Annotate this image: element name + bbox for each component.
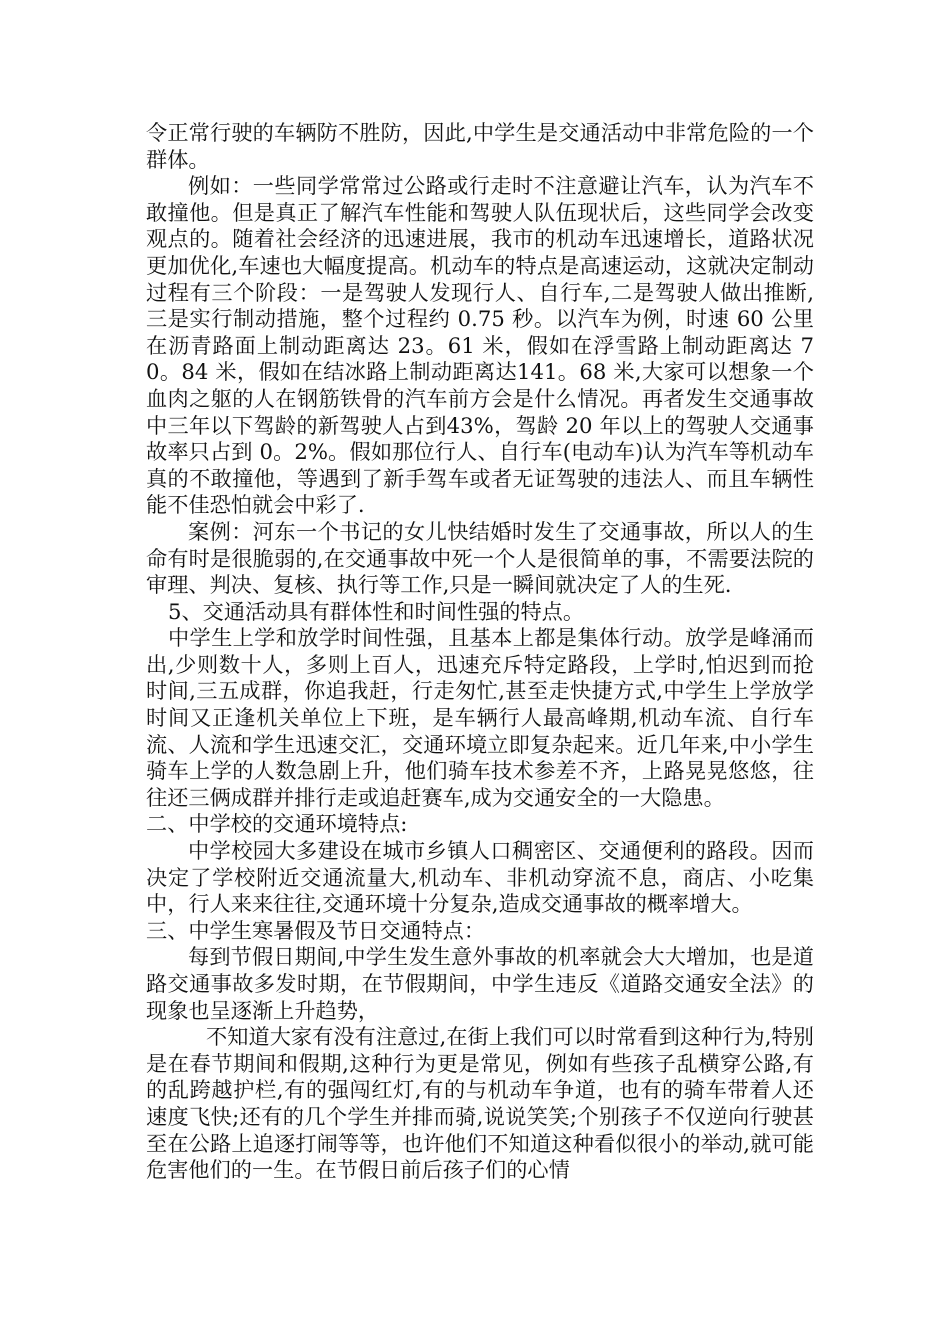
section-heading: 二、中学校的交通环境特点: — [146, 811, 408, 837]
paragraph: 令正常行驶的车辆防不胜防，因此,中学生是交通活动中非常危险的一个群体。 — [146, 120, 814, 172]
paragraph: 例如：一些同学常常过公路或行走时不注意避让汽车，认为汽车不敢撞他。但是真正了解汽车性能和驾驶人队伍现状后，这些同学会改变观点的。随着社会经济的迅速进展，我市的机动车迅速增长，道路状况更加优化,车速也大幅度提高。机动车的特点是高速运动，这就决定制动过程有三个阶段：一是驾驶人发现行人、自行车,二是驾驶人做出推断,三是实行制动措施，整个过程约 0.75 秒。以汽车为例，时速 60 公里在沥青路面上制动距离达 23。61 米，假如在浮雪路上制动距离达 70。84 米，假如在结冰路上制动距离达141。68 米,大家可以想象一个血肉之躯的人在钢筋铁骨的汽车前方会是什么情况。再者发生交通事故中三年以下驾龄的新驾驶人占到43%，驾龄 20 年以上的驾驶人交通事故率只占到 0。2%。假如那位行人、自行车(电动车)认为汽车等机动车真的不敢撞他，等遇到了新手驾车或者无证驾驶的违法人、而且车辆性能不佳恐怕就会中彩了. — [146, 173, 814, 518]
document-page — [146, 120, 814, 1184]
paragraph: 中学校园大多建设在城市乡镇人口稠密区、交通便利的路段。因而决定了学校附近交通流量大,机动车、非机动穿流不息，商店、小吃集中，行人来来往往,交通环境十分复杂,造成交通事故的概率增大。 — [146, 838, 814, 917]
section-heading: 5、交通活动具有群体性和时间性强的特点。 — [168, 598, 585, 624]
paragraph: 每到节假日期间,中学生发生意外事故的机率就会大大增加，也是道路交通事故多发时期，在节假期间，中学生违反《道路交通安全法》的现象也呈逐渐上升趋势， — [146, 944, 814, 1023]
paragraph: 案例：河东一个书记的女儿快结婚时发生了交通事故，所以人的生命有时是很脆弱的,在交通事故中死一个人是很简单的事，不需要法院的审理、判决、复核、执行等工作,只是一瞬间就决定了人的生死. — [146, 518, 814, 598]
paragraph: 不知道大家有没有注意过,在街上我们可以时常看到这种行为,特别是在春节期间和假期,这种行为更是常见，例如有些孩子乱横穿公路,有的乱跨越护栏,有的强闯红灯,有的与机动车争道，也有的骑车带着人还速度飞快;还有的几个学生并排而骑,说说笑笑;个别孩子不仅逆向行驶甚至在公路上追逐打闹等等，也许他们不知道这种看似很小的举动,就可能危害他们的一生。在节假日前后孩子们的心情 — [146, 1024, 814, 1183]
paragraph: 中学生上学和放学时间性强，且基本上都是集体行动。放学是峰涌而出,少则数十人，多则上百人，迅速充斥特定路段，上学时,怕迟到而抢时间,三五成群，你追我赶，行走匆忙,甚至走快捷方式,中学生上学放学时间又正逢机关单位上下班，是车辆行人最高峰期,机动车流、自行车流、人流和学生迅速交汇，交通环境立即复杂起来。近几年来,中小学生骑车上学的人数急剧上升，他们骑车技术参差不齐，上路晃晃悠悠，往往还三俩成群并排行走或追赶赛车,成为交通安全的一大隐患。 — [146, 625, 814, 810]
section-heading: 三、中学生寒暑假及节日交通特点： — [146, 917, 486, 943]
